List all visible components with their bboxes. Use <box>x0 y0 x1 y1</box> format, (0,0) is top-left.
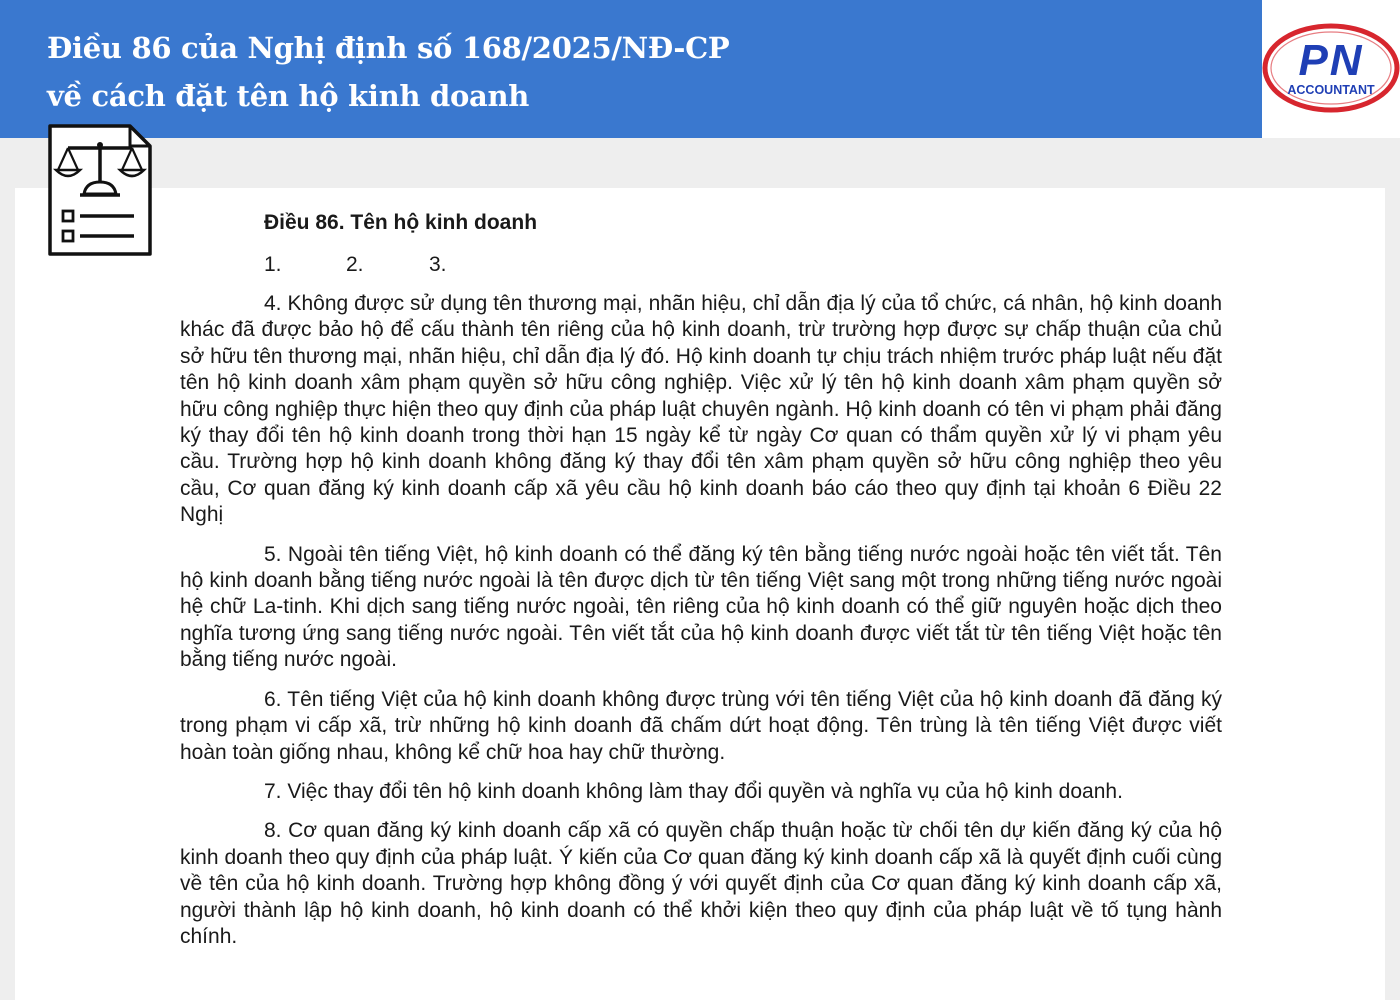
clause-number-3: 3. <box>429 253 447 276</box>
page-title-line-2: về cách đặt tên hộ kinh doanh <box>47 79 530 113</box>
brand-logo <box>1262 0 1400 138</box>
page-title-line-1: Điều 86 của Nghị định số 168/2025/NĐ-CP <box>47 31 730 65</box>
legal-document-scales-icon <box>48 124 152 256</box>
article-heading: Điều 86. Tên hộ kinh doanh <box>264 211 538 234</box>
logo-brand: PN <box>1298 36 1364 85</box>
page-title <box>47 24 729 120</box>
pn-accountant-logo <box>1262 0 1400 138</box>
article-body <box>180 291 1222 963</box>
clause-4: 4. Không được sử dụng tên thương mại, nhãn hiệu, chỉ dẫn địa lý của tổ chức, cá nhân, hộ kinh doanh khác đã được bảo hộ để cấu thành tên riêng của hộ kinh doanh, trừ trường hợp được sự chấp thuận của chủ sở hữu tên thương mại, nhãn hiệu, chỉ dẫn địa lý đó. Hộ kinh doanh tự chịu trách nhiệm trước pháp luật nếu đặt tên hộ kinh doanh xâm phạm quyền sở hữu công nghiệp. Việc xử lý tên hộ kinh doanh xâm phạm quyền sở hữu công nghiệp thực hiện theo quy định của pháp luật chuyên ngành. Hộ kinh doanh có tên vi phạm phải đăng ký thay đổi tên hộ kinh doanh trong thời hạn 15 ngày kể từ ngày Cơ quan có thẩm quyền xử lý vi phạm yêu cầu. Trường hợp hộ kinh doanh không đăng ký thay đổi tên xâm phạm quyền sở hữu công nghiệp theo yêu cầu, Cơ quan đăng ký kinh doanh cấp xã yêu cầu hộ kinh doanh báo cáo theo quy định tại khoản 6 Điều 22 Nghị <box>180 292 1222 527</box>
clause-number-2: 2. <box>346 253 364 276</box>
clause-5: 5. Ngoài tên tiếng Việt, hộ kinh doanh có thể đăng ký tên bằng tiếng nước ngoài hoặc tên viết tắt. Tên hộ kinh doanh bằng tiếng nước ngoài là tên được dịch từ tên tiếng Việt sang một trong những tiếng nước ngoài hệ chữ La-tinh. Khi dịch sang tiếng nước ngoài, tên riêng của hộ kinh doanh có thể giữ nguyên hoặc dịch theo nghĩa tương ứng sang tiếng nước ngoài. Tên viết tắt của hộ kinh doanh được viết tắt từ tên tiếng Việt hoặc tên bằng tiếng nước ngoài. <box>180 542 1222 672</box>
clause-7: 7. Việc thay đổi tên hộ kinh doanh không làm thay đổi quyền và nghĩa vụ của hộ kinh doanh. <box>264 779 1123 803</box>
clause-8: 8. Cơ quan đăng ký kinh doanh cấp xã có quyền chấp thuận hoặc từ chối tên dự kiến đăng ký của hộ kinh doanh theo quy định của pháp luật. Ý kiến của Cơ quan đăng ký kinh doanh cấp xã là quyết định cuối cùng về tên của hộ kinh doanh. Trường hợp không đồng ý với quyết định của Cơ quan đăng ký kinh doanh cấp xã, người thành lập hộ kinh doanh, hộ kinh doanh có thể khởi kiện theo quy định của pháp luật về tố tụng hành chính. <box>180 819 1222 948</box>
clause-number-1: 1. <box>264 253 282 276</box>
logo-tagline: ACCOUNTANT <box>1287 83 1375 97</box>
clause-6: 6. Tên tiếng Việt của hộ kinh doanh không được trùng với tên tiếng Việt của hộ kinh doanh đã đăng ký trong phạm vi cấp xã, trừ những hộ kinh doanh đã chấm dứt hoạt động. Tên trùng là tên tiếng Việt được viết hoàn toàn giống nhau, không kể chữ hoa hay chữ thường. <box>180 687 1222 764</box>
header-banner <box>0 0 1262 138</box>
